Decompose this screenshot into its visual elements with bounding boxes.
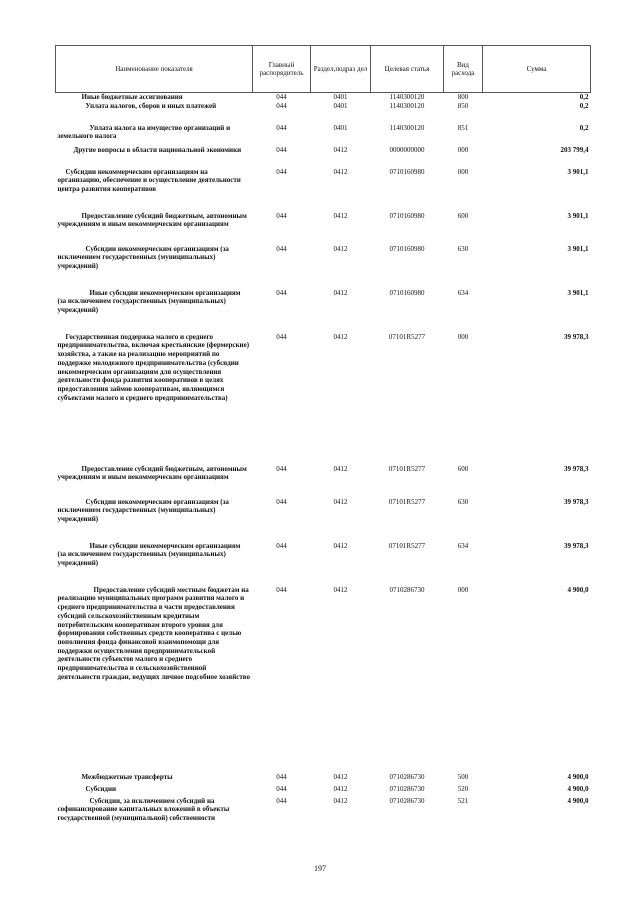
row-target-article-cell: 07101R5277: [388, 332, 426, 341]
row-target-article-cell: 07101R5277: [388, 464, 426, 473]
row-expense-type-cell: 600: [457, 464, 469, 473]
row-expense-type-cell: 851: [457, 123, 469, 132]
row-expense-type-cell: 000: [457, 145, 469, 154]
row-expense-type-cell: 600: [457, 211, 469, 220]
row-target-article-cell: 0710286730: [389, 772, 425, 781]
row-sum-cell: 3 901,1: [567, 211, 589, 220]
table-row: [56, 93, 591, 102]
row-chief-manager-cell: 044: [276, 123, 287, 132]
row-name-cell: Субсидии: [85, 784, 117, 793]
row-target-article-cell: 0710286730: [389, 585, 425, 594]
row-target-article-cell: 07101R5277: [388, 541, 426, 550]
row-expense-type-cell: 630: [457, 244, 469, 253]
row-target-article-cell: 0710160980: [389, 211, 425, 220]
table-row: [56, 212, 591, 245]
row-expense-type-cell: 520: [457, 784, 469, 793]
table-row: [56, 102, 591, 124]
row-section-cell: 0412: [333, 585, 348, 594]
table-row: [56, 289, 591, 333]
budget-table-sheet: [55, 45, 590, 841]
table-row: [56, 146, 591, 168]
row-name-cell: Иные субсидии некоммерческим организациям (за исключением государственных (муниципальных) учреждений): [57, 288, 241, 315]
row-target-article-cell: 0000000000: [389, 145, 425, 154]
row-expense-type-cell: 000: [457, 332, 469, 341]
row-chief-manager-cell: 044: [276, 585, 287, 594]
row-section-cell: 0401: [333, 93, 348, 101]
row-section-cell: 0412: [333, 784, 348, 793]
row-target-article-cell: 1140300120: [389, 93, 425, 101]
row-expense-type-cell: 000: [457, 585, 469, 594]
table-row: [56, 333, 591, 465]
row-section-cell: 0401: [333, 123, 348, 132]
header-chief-manager: Главный распорядитель: [253, 46, 311, 93]
row-sum-cell: 0,2: [579, 93, 589, 101]
table-row: [56, 245, 591, 289]
header-expense-type: Вид расхода: [444, 46, 483, 93]
row-section-cell: 0412: [333, 145, 348, 154]
row-chief-manager-cell: 044: [276, 288, 287, 297]
row-sum-cell: 3 901,1: [567, 288, 589, 297]
row-sum-cell: 4 900,0: [567, 784, 589, 793]
row-section-cell: 0412: [333, 541, 348, 550]
row-name-cell: Субсидии, за исключением субсидий на софинансирование капитальных вложений в объекты государственной (муниципальной) собственности: [57, 796, 230, 823]
row-target-article-cell: 0710160980: [389, 244, 425, 253]
page-number: 197: [314, 864, 326, 873]
row-section-cell: 0412: [333, 464, 348, 473]
row-name-cell: Другие вопросы в области национальной экономики: [73, 145, 242, 154]
table-row: [56, 797, 591, 841]
row-name-cell: Иные субсидии некоммерческим организациям (за исключением государственных (муниципальных) учреждений): [57, 541, 241, 568]
table-row: [56, 542, 591, 586]
row-sum-cell: 39 978,3: [564, 541, 589, 550]
row-name-cell: Субсидии некоммерческим организациям (за исключением государственных (муниципальных) учреждений): [57, 244, 229, 271]
row-sum-cell: 4 900,0: [567, 772, 589, 781]
header-name: Наименование показателя: [56, 46, 253, 93]
row-name-cell: Предоставление субсидий местным бюджетам на реализацию муниципальных программ развития малого и среднего предпринимательства в части предоставления субсидий сельскохозяйственным кредитным потребительским кооперативам второго уровня для формирования собственных средств кооператива с целью пополнения фонда финансовой взаимопомощи для поддержки осуществления предпринимательской деятельности субъектов малого и среднего предпринимательства и сельскохозяйственной деятельности граждан, ведущих личное подсобное хозяйство: [57, 585, 251, 681]
table-header: [56, 46, 591, 93]
row-sum-cell: 39 978,3: [564, 464, 589, 473]
row-name-cell: Иные бюджетные ассигнования: [81, 93, 183, 101]
row-chief-manager-cell: 044: [276, 145, 287, 154]
row-section-cell: 0412: [333, 211, 348, 220]
header-sum: Сумма: [483, 46, 591, 93]
header-section: Раздел,подраз дел: [311, 46, 371, 93]
header-target-article: Целевая статья: [371, 46, 444, 93]
row-sum-cell: 203 799,4: [560, 145, 589, 154]
row-section-cell: 0412: [333, 772, 348, 781]
row-chief-manager-cell: 044: [276, 796, 287, 805]
row-chief-manager-cell: 044: [276, 332, 287, 341]
row-chief-manager-cell: 044: [276, 784, 287, 793]
row-target-article-cell: 0710160980: [389, 167, 425, 176]
row-sum-cell: 4 900,0: [567, 585, 589, 594]
row-section-cell: 0412: [333, 796, 348, 805]
row-target-article-cell: 0710286730: [389, 796, 425, 805]
table-row: [56, 498, 591, 542]
row-target-article-cell: 1140300120: [389, 101, 425, 110]
row-target-article-cell: 0710286730: [389, 784, 425, 793]
row-name-cell: Субсидии некоммерческим организациям (за исключением государственных (муниципальных) учреждений): [57, 497, 229, 524]
row-chief-manager-cell: 044: [276, 167, 287, 176]
row-name-cell: Межбюджетные трансферты: [81, 772, 173, 781]
table-row: [56, 465, 591, 498]
row-sum-cell: 39 978,3: [564, 332, 589, 341]
row-chief-manager-cell: 044: [276, 244, 287, 253]
row-expense-type-cell: 634: [457, 541, 469, 550]
table-row: [56, 586, 591, 773]
row-chief-manager-cell: 044: [276, 211, 287, 220]
row-section-cell: 0412: [333, 288, 348, 297]
row-expense-type-cell: 000: [457, 167, 469, 176]
row-target-article-cell: 1140300120: [389, 123, 425, 132]
row-name-cell: Субсидии некоммерческим организациям на организацию, обеспечение и осуществление деятельности центра развития кооперативов: [57, 167, 241, 194]
row-chief-manager-cell: 044: [276, 101, 287, 110]
row-target-article-cell: 07101R5277: [388, 497, 426, 506]
budget-table: [55, 45, 591, 841]
row-section-cell: 0412: [333, 244, 348, 253]
table-row: [56, 785, 591, 797]
row-sum-cell: 4 900,0: [567, 796, 589, 805]
row-expense-type-cell: 500: [457, 772, 469, 781]
row-sum-cell: 0,2: [579, 101, 589, 110]
table-row: [56, 168, 591, 212]
row-target-article-cell: 0710160980: [389, 288, 425, 297]
row-name-cell: Государственная поддержка малого и среднего предпринимательства, включая крестьянские (фермерские) хозяйства, а также на реализацию мероприятий по поддержке молодежного предпринимательства (субсидии некоммерческим организациям для осуществления деятельности фонда развития кооперативов в целях предоставления займов кооперативам, являющимся субъектами малого и среднего предпринимательства): [57, 332, 250, 402]
row-name-cell: Предоставление субсидий бюджетным, автономным учреждениям и иным некоммерческим организациям: [57, 211, 247, 229]
row-chief-manager-cell: 044: [276, 464, 287, 473]
row-section-cell: 0412: [333, 167, 348, 176]
row-expense-type-cell: 630: [457, 497, 469, 506]
row-name-cell: Уплата налогов, сборов и иных платежей: [85, 101, 217, 110]
row-expense-type-cell: 521: [457, 796, 469, 805]
table-row: [56, 124, 591, 146]
row-name-cell: Уплата налога на имущество организаций и земельного налога: [57, 123, 231, 141]
row-chief-manager-cell: 044: [276, 772, 287, 781]
row-sum-cell: 39 978,3: [564, 497, 589, 506]
row-section-cell: 0401: [333, 101, 348, 110]
row-chief-manager-cell: 044: [276, 497, 287, 506]
row-chief-manager-cell: 044: [276, 541, 287, 550]
row-expense-type-cell: 800: [457, 93, 469, 101]
row-sum-cell: 3 901,1: [567, 244, 589, 253]
row-sum-cell: 3 901,1: [567, 167, 589, 176]
row-sum-cell: 0,2: [579, 123, 589, 132]
table-body: [56, 93, 591, 841]
row-expense-type-cell: 634: [457, 288, 469, 297]
row-section-cell: 0412: [333, 332, 348, 341]
row-name-cell: Предоставление субсидий бюджетным, автономным учреждениям и иным некоммерческим организациям: [57, 464, 247, 482]
row-section-cell: 0412: [333, 497, 348, 506]
row-chief-manager-cell: 044: [276, 93, 287, 101]
table-row: [56, 773, 591, 785]
row-expense-type-cell: 850: [457, 101, 469, 110]
